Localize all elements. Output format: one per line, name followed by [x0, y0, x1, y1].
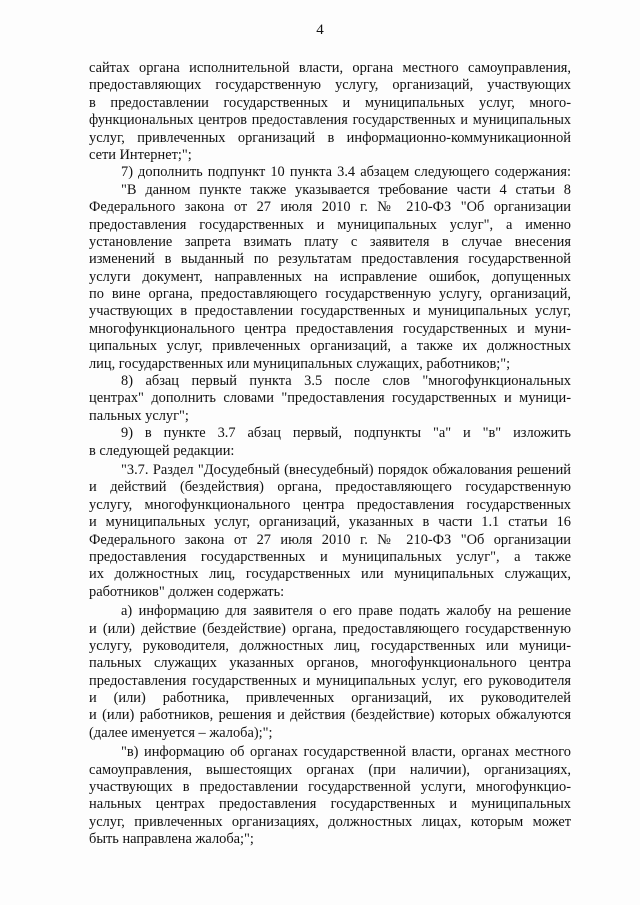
- text-line: услугу, многофункционального центра предоставления государственных: [89, 496, 571, 513]
- text-line: а) информацию для заявителя о его праве подать жалобу на решение: [121, 603, 571, 620]
- text-line: предоставляющих государственную услугу, организаций, участвующих: [89, 77, 571, 94]
- text-line: ципальных услуг, привлеченных организаций, а также их должностных: [89, 338, 571, 355]
- text-line: самоуправления, вышестоящих органах (при наличии), организациях,: [89, 761, 571, 778]
- text-line: нальных центрах предоставления государственных и муниципальных: [89, 796, 571, 813]
- text-line: в предоставлении государственных и муниципальных услуг, много-: [89, 94, 571, 111]
- document-body: [89, 60, 571, 849]
- text-line: 8) абзац первый пункта 3.5 после слов "многофункциональных: [121, 373, 571, 390]
- text-line: 7) дополнить подпункт 10 пункта 3.4 абзацем следующего содержания:: [121, 164, 571, 181]
- text-line: участвующих в предоставлении государственных и муниципальных услуг,: [89, 303, 571, 320]
- text-line: (далее именуется – жалоба);";: [89, 724, 273, 741]
- text-line: многофункционального центра предоставления государственных и муни-: [89, 320, 571, 337]
- text-line: функциональных центров предоставления государственных и муниципальных: [89, 112, 571, 129]
- text-line: и муниципальных услуг, организаций, указанных в части 1.1 статьи 16: [89, 514, 571, 531]
- text-line: быть направлена жалоба;";: [89, 831, 254, 848]
- text-line: предоставления государственных и муниципальных услуг", а также: [89, 548, 571, 565]
- text-line: лиц, государственных или муниципальных служащих, работников;";: [89, 355, 511, 372]
- text-line: их должностных лиц, государственных или муниципальных служащих,: [89, 566, 571, 583]
- text-line: Федерального закона от 27 июля 2010 г. № 210-ФЗ "Об организации: [89, 531, 571, 548]
- text-line: услуги документ, направленных на исправление ошибок, допущенных: [89, 268, 571, 285]
- text-line: услуг, привлеченных организаций в информационно-коммуникационной: [89, 129, 571, 146]
- text-line: по вине органа, предоставляющего государственную услугу, организаций,: [89, 286, 571, 303]
- text-line: сайтах органа исполнительной власти, органа местного самоуправления,: [89, 60, 571, 76]
- text-line: участвующих в предоставлении государственной услуги, многофункцио-: [89, 779, 571, 796]
- text-line: "3.7. Раздел "Досудебный (внесудебный) порядок обжалования решений: [121, 461, 571, 478]
- text-line: услуг, привлеченных организациях, должностных лицах, которым может: [89, 813, 571, 830]
- text-line: "в) информацию об органах государственной власти, органах местного: [121, 744, 571, 761]
- text-line: предоставления государственных и муниципальных услуг, его руководителя: [89, 672, 571, 689]
- text-line: и (или) работников, решения и действия (бездействие) которых обжалуются: [89, 707, 571, 724]
- text-line: центрах" дополнить словами "предоставления государственных и муници-: [89, 390, 571, 407]
- text-line: и (или) действие (бездействие) органа, предоставляющего государственную: [89, 620, 571, 637]
- text-line: и действий (бездействия) органа, предоставляющего государственную: [89, 479, 571, 496]
- text-line: предоставления государственных и муниципальных услуг", а именно: [89, 216, 571, 233]
- text-line: сети Интернет;";: [89, 146, 192, 163]
- text-line: и (или) работника, привлеченных организаций, их руководителей: [89, 690, 571, 707]
- text-line: в следующей редакции:: [89, 442, 235, 459]
- text-line: "В данном пункте также указывается требование части 4 статьи 8: [121, 181, 571, 198]
- text-line: пальных служащих указанных органов, многофункционального центра: [89, 655, 571, 672]
- page-number: 4: [316, 22, 324, 38]
- text-line: изменений в выданный по результатам предоставления государственной: [89, 251, 571, 268]
- text-line: Федерального закона от 27 июля 2010 г. № 210-ФЗ "Об организации: [89, 199, 571, 216]
- text-line: пальных услуг";: [89, 407, 189, 424]
- text-line: работников" должен содержать:: [89, 583, 285, 600]
- text-line: 9) в пункте 3.7 абзац первый, подпункты "а" и "в" изложить: [121, 425, 571, 442]
- text-line: установление запрета взимать плату с заявителя в случае внесения: [89, 233, 571, 250]
- text-line: услугу, руководителя, должностных лиц, государственных или муници-: [89, 637, 571, 654]
